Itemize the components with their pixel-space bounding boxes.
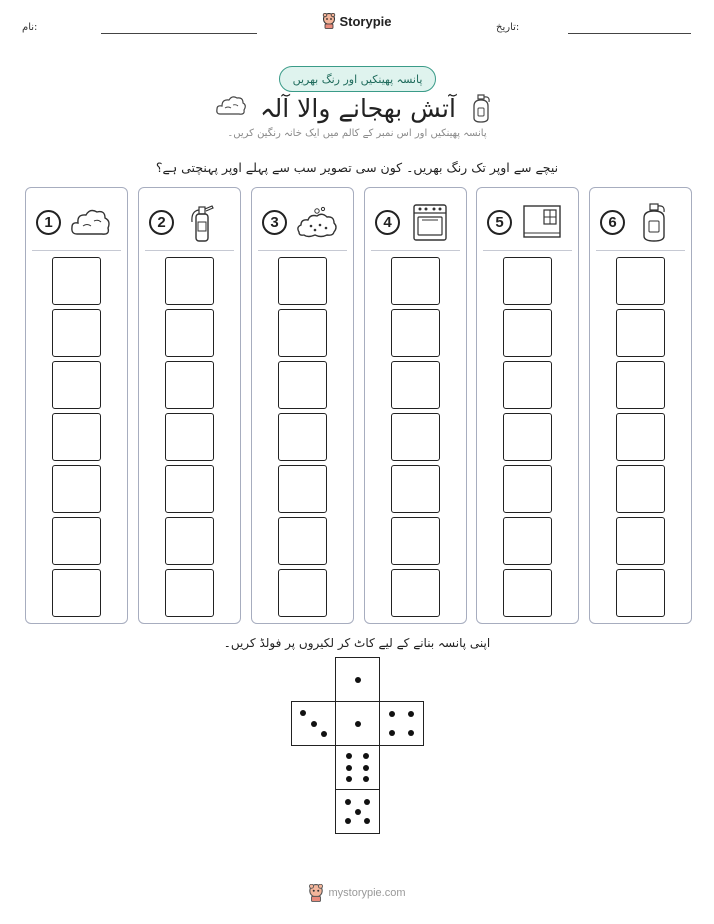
color-box[interactable] — [616, 569, 665, 617]
dice-face — [335, 657, 380, 702]
color-box[interactable] — [503, 517, 552, 565]
dice-pip — [363, 765, 369, 771]
name-label: نام: — [22, 22, 38, 33]
color-box[interactable] — [52, 465, 101, 513]
cut-instruction: اپنی پانسہ بنانے کے لیے کاٹ کر لکیروں پر فولڈ کریں۔ — [223, 636, 491, 650]
column-divider — [258, 250, 347, 251]
dice-pip — [355, 721, 361, 727]
date-label: تاریخ: — [496, 22, 520, 33]
storypie-mascot-icon — [322, 13, 336, 29]
dice-pip — [311, 721, 317, 727]
color-box[interactable] — [391, 465, 440, 513]
color-box[interactable] — [165, 569, 214, 617]
color-box[interactable] — [278, 569, 327, 617]
dice-face — [379, 701, 424, 746]
date-line[interactable] — [568, 33, 691, 34]
dice-pip — [345, 818, 351, 824]
dice-pip — [364, 799, 370, 805]
fire-extinguisher-icon — [182, 202, 226, 242]
stove-icon — [408, 202, 452, 242]
dice-pip — [346, 753, 352, 759]
color-box[interactable] — [52, 309, 101, 357]
page-title: آتش بھجانے والا آلہ — [260, 94, 456, 123]
color-box[interactable] — [165, 465, 214, 513]
race-column-1 — [25, 187, 128, 624]
color-box[interactable] — [391, 257, 440, 305]
color-box[interactable] — [165, 309, 214, 357]
column-number: 1 — [36, 210, 61, 235]
dice-pip — [363, 776, 369, 782]
title-pill: پانسہ پھینکیں اور رنگ بھریں — [279, 66, 436, 92]
race-column-3 — [251, 187, 354, 624]
brand-logo — [0, 13, 714, 29]
column-number: 2 — [149, 210, 174, 235]
color-box[interactable] — [52, 517, 101, 565]
color-box[interactable] — [616, 361, 665, 409]
color-box[interactable] — [52, 361, 101, 409]
cloud-icon — [69, 202, 113, 242]
footer-url: mystorypie.com — [328, 887, 406, 899]
color-box[interactable] — [391, 413, 440, 461]
color-box[interactable] — [52, 257, 101, 305]
color-box[interactable] — [52, 569, 101, 617]
gas-cylinder-icon — [470, 92, 494, 124]
color-box[interactable] — [165, 361, 214, 409]
dice-pip — [355, 677, 361, 683]
color-box[interactable] — [391, 517, 440, 565]
color-box[interactable] — [278, 465, 327, 513]
dice-pip — [363, 753, 369, 759]
smoke-cloud-icon — [215, 94, 247, 118]
dice-pip — [364, 818, 370, 824]
color-box[interactable] — [165, 257, 214, 305]
color-box[interactable] — [616, 465, 665, 513]
color-box[interactable] — [616, 257, 665, 305]
color-box[interactable] — [503, 465, 552, 513]
column-number: 6 — [600, 210, 625, 235]
race-column-4 — [364, 187, 467, 624]
storypie-mascot-icon — [308, 884, 324, 902]
dice-face — [335, 745, 380, 790]
column-divider — [483, 250, 572, 251]
color-box[interactable] — [503, 361, 552, 409]
window-icon — [520, 202, 564, 242]
dice-face — [335, 701, 380, 746]
subtitle: پانسہ پھینکیں اور اس نمبر کے کالم میں ایک خانہ رنگین کریں۔ — [227, 128, 487, 139]
column-number: 4 — [375, 210, 400, 235]
color-box[interactable] — [52, 413, 101, 461]
gas-cylinder-icon — [633, 202, 677, 242]
footer — [0, 884, 714, 902]
color-box[interactable] — [278, 413, 327, 461]
color-box[interactable] — [616, 413, 665, 461]
color-box[interactable] — [503, 569, 552, 617]
instruction-text: نیچے سے اوپر تک رنگ بھریں۔ کون سی تصویر سب سے پہلے اوپر پہنچتی ہے؟ — [155, 160, 559, 175]
column-number: 3 — [262, 210, 287, 235]
dice-pip — [408, 730, 414, 736]
race-column-2 — [138, 187, 241, 624]
color-box[interactable] — [503, 257, 552, 305]
smoke-icon — [295, 202, 339, 242]
color-box[interactable] — [165, 413, 214, 461]
color-box[interactable] — [391, 309, 440, 357]
column-divider — [371, 250, 460, 251]
dice-pip — [321, 731, 327, 737]
dice-pip — [389, 730, 395, 736]
color-box[interactable] — [391, 569, 440, 617]
dice-pip — [300, 710, 306, 716]
column-divider — [145, 250, 234, 251]
dice-pip — [355, 809, 361, 815]
color-box[interactable] — [278, 309, 327, 357]
color-box[interactable] — [616, 309, 665, 357]
color-box[interactable] — [391, 361, 440, 409]
dice-face — [291, 701, 336, 746]
color-box[interactable] — [278, 361, 327, 409]
dice-pip — [346, 765, 352, 771]
column-number: 5 — [487, 210, 512, 235]
column-divider — [32, 250, 121, 251]
color-box[interactable] — [165, 517, 214, 565]
column-divider — [596, 250, 685, 251]
dice-pip — [345, 799, 351, 805]
color-box[interactable] — [503, 413, 552, 461]
dice-pip — [389, 711, 395, 717]
dice-pip — [346, 776, 352, 782]
color-box[interactable] — [616, 517, 665, 565]
color-box[interactable] — [503, 309, 552, 357]
brand-name: Storypie — [339, 13, 392, 29]
dice-face — [335, 789, 380, 834]
dice-pip — [408, 711, 414, 717]
name-line[interactable] — [101, 33, 257, 34]
race-column-6 — [589, 187, 692, 624]
race-column-5 — [476, 187, 579, 624]
color-box[interactable] — [278, 257, 327, 305]
color-box[interactable] — [278, 517, 327, 565]
